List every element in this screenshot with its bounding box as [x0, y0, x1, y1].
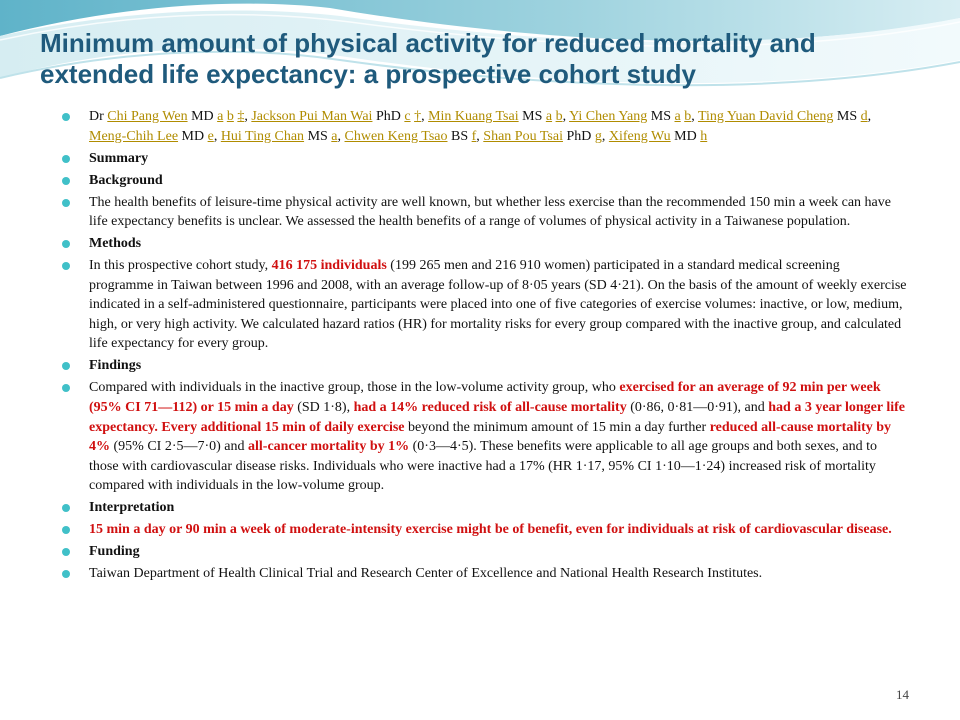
- affiliation-link[interactable]: b: [226, 109, 234, 124]
- author-degree: MS: [518, 109, 546, 124]
- author-link[interactable]: Chwen Keng Tsao: [344, 128, 448, 144]
- affiliation-link[interactable]: g: [594, 128, 602, 144]
- author-link[interactable]: Yi Chen Yang: [569, 109, 648, 124]
- findings-heading-item: [62, 356, 907, 376]
- bullet-dot-icon: [62, 262, 70, 270]
- findings-highlight: all-cancer mortality by 1%: [248, 439, 410, 455]
- findings-text-item: [62, 378, 907, 496]
- affiliation-link[interactable]: d: [860, 109, 868, 124]
- author-degree: MS: [647, 109, 675, 124]
- findings-text: (SD 1·8),: [293, 400, 354, 416]
- author-degree: MS: [304, 128, 332, 144]
- bullet-dot-icon: [62, 113, 70, 121]
- interpretation-text-item: [62, 520, 907, 540]
- author-degree: MD: [187, 109, 218, 124]
- author-link[interactable]: Jackson Pui Man Wai: [251, 109, 373, 124]
- interpretation-heading: Interpretation: [89, 500, 175, 516]
- background-heading-item: [62, 171, 907, 191]
- affiliation-link[interactable]: a: [331, 128, 338, 144]
- funding-heading-item: [62, 542, 907, 562]
- affiliation-link[interactable]: b: [555, 109, 563, 124]
- affiliation-link[interactable]: a: [674, 109, 681, 124]
- findings-text: beyond the minimum amount of 15 min a day further: [404, 419, 710, 435]
- bullet-dot-icon: [62, 548, 70, 556]
- interpretation-heading-item: [62, 498, 907, 518]
- findings-text: (0·3—4·5). These benefits were applicable to all age groups and both sexes, and to those with cardiovascular disease risks. Individuals who were inactive had a 17% (HR 1·17, 95% CI 1·10—1·24) increased risk of mortality compared with individuals in the low-volume group.: [89, 439, 877, 494]
- bullet-dot-icon: [62, 504, 70, 512]
- background-text-item: [62, 193, 907, 232]
- bullet-dot-icon: [62, 384, 70, 392]
- findings-text: Compared with individuals in the inactive group, those in the low-volume activity group, who: [89, 380, 620, 396]
- affiliation-link[interactable]: †: [414, 109, 422, 124]
- author-prefix: Dr: [89, 109, 108, 124]
- bullet-dot-icon: [62, 526, 70, 534]
- author-link[interactable]: Min Kuang Tsai: [428, 109, 519, 124]
- affiliation-link[interactable]: f: [471, 128, 477, 144]
- funding-text-item: [62, 564, 907, 584]
- funding-heading: Funding: [89, 544, 140, 560]
- interpretation-text: 15 min a day or 90 min a week of moderate-intensity exercise might be of benefit, even for individuals at risk of cardiovascular disease.: [89, 522, 892, 538]
- slide-number: 14: [896, 687, 909, 702]
- author-link[interactable]: Ting Yuan David Cheng: [697, 109, 834, 124]
- author-degree: PhD: [372, 109, 405, 124]
- affiliation-link[interactable]: ‡: [237, 109, 245, 124]
- bullet-dot-icon: [62, 155, 70, 163]
- slide-title: Minimum amount of physical activity for reduced mortality and extended life expectancy: a prospective cohort study: [40, 28, 816, 89]
- bullet-dot-icon: [62, 199, 70, 207]
- methods-text: (199 265 men and 216 910 women) participated in a standard medical screening programme in Taiwan between 1996 and 2008, with an average follow-up of 8·05 years (SD 4·21). On the basis of the amount of weekly exercise indicated in a self-administered questionnaire, participants were placed into one of five categories of exercise volumes: inactive, or low, medium, high, or very high activity. We calculated hazard ratios (HR) for mortality risks for every group compared with the inactive group, and calculated life expectancy for every group.: [89, 258, 907, 352]
- findings-highlight: exercised for an average of 92 min per week (95% CI 71—112) or 15 min a day: [89, 380, 881, 416]
- bullet-dot-icon: [62, 177, 70, 185]
- author-degree: BS: [447, 128, 472, 144]
- bullet-dot-icon: [62, 362, 70, 370]
- background-text: The health benefits of leisure-time physical activity are well known, but whether less exercise than the recommended 150 min a week can have life expectancy benefits is unclear. We assessed the health benefits of a range of volumes of physical activity in a Taiwanese population.: [89, 194, 891, 230]
- methods-highlight: 416 175 individuals: [271, 258, 387, 274]
- author-link[interactable]: Meng-Chih Lee: [89, 128, 179, 144]
- affiliation-link[interactable]: b: [684, 109, 692, 124]
- findings-text: (95% CI 2·5—7·0) and: [110, 439, 249, 455]
- summary-heading-item: [62, 149, 907, 169]
- author-link[interactable]: Shan Pou Tsai: [483, 128, 563, 144]
- affiliation-link[interactable]: a: [545, 109, 553, 124]
- findings-highlight: reduced all-cause mortality by 4%: [89, 419, 892, 455]
- methods-text-item: [62, 256, 907, 354]
- abstract-bullet-list: [62, 107, 907, 586]
- bullet-dot-icon: [62, 570, 70, 578]
- author-degree: MS: [833, 109, 861, 124]
- bullet-dot-icon: [62, 240, 70, 248]
- affiliation-link[interactable]: h: [700, 128, 708, 144]
- affiliation-link[interactable]: c: [404, 109, 411, 124]
- methods-heading: Methods: [89, 236, 142, 252]
- author-link[interactable]: Hui Ting Chan: [220, 128, 305, 144]
- findings-text: (0·86, 0·81—0·91), and: [626, 400, 769, 416]
- affiliation-link[interactable]: e: [207, 128, 214, 144]
- author-degree: PhD: [562, 128, 595, 144]
- background-heading: Background: [89, 172, 163, 188]
- author-degree: MD: [178, 128, 208, 144]
- summary-heading: Summary: [89, 150, 149, 166]
- findings-heading: Findings: [89, 358, 142, 374]
- findings-highlight: had a 3 year longer life expectancy. Every additional 15 min of daily exercise: [89, 400, 906, 435]
- funding-text: Taiwan Department of Health Clinical Trial and Research Center of Excellence and National Health Research Institutes.: [89, 566, 763, 582]
- author-link[interactable]: Chi Pang Wen: [107, 109, 188, 124]
- author-degree: MD: [670, 128, 701, 144]
- authors-item: Dr Chi Pang Wen MD a b ‡, Jackson Pui Man Wai PhD c †, Min Kuang Tsai MS a b, Yi Chen Yang MS a b, Ting Yuan David Cheng MS d, Meng-Chih Lee MD e, Hui Ting Chan MS a, Chwen Keng Tsao BS f, Shan Pou Tsai PhD g, Xifeng Wu MD h: [62, 107, 907, 146]
- methods-text: In this prospective cohort study,: [89, 258, 272, 274]
- affiliation-link[interactable]: a: [217, 109, 224, 124]
- methods-heading-item: [62, 234, 907, 254]
- findings-highlight: had a 14% reduced risk of all-cause mortality: [353, 400, 627, 416]
- author-link[interactable]: Xifeng Wu: [608, 128, 671, 144]
